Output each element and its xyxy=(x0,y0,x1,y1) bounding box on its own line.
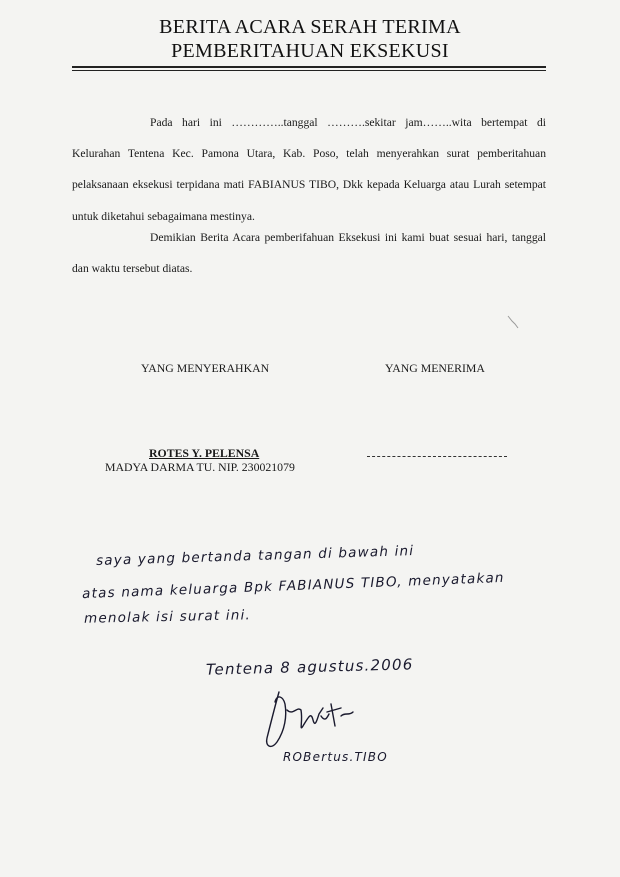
paper-mark xyxy=(506,314,520,330)
body-paragraph-2 xyxy=(72,222,546,284)
giver-label: YANG MENYERAHKAN xyxy=(141,361,270,375)
giver-title: MADYA DARMA TU. NIP. 230021079 xyxy=(105,460,295,474)
document-title-line2: PEMBERITAHUAN EKSEKUSI xyxy=(171,40,449,62)
giver-name: ROTES Y. PELENSA xyxy=(149,446,260,460)
paragraph-2-text: Demikian Berita Acara pemberifahuan Eksekusi ini kami buat sesuai hari, tanggal dan waktu tersebut diatas. xyxy=(72,231,546,276)
handwritten-line-1: saya yang bertanda tangan di bawah ini xyxy=(95,543,415,569)
title-underline-thin xyxy=(72,70,546,71)
document-title-line1: BERITA ACARA SERAH TERIMA xyxy=(159,16,461,38)
paragraph-1-text: Pada hari ini …………..tanggal ……….sekitar jam……..wita bertempat di Kelurahan Tentena Kec. Pamona Utara, Kab. Poso, telah menyerahkan surat pemberitahuan pelaksanaan eksekusi terpidana mati FABIANUS TIBO, Dkk kepada Keluarga atau Lurah setempat untuk diketahui sebagaimana mestinya. xyxy=(72,116,546,223)
handwritten-line-2: atas nama keluarga Bpk FABIANUS TIBO, menyatakan xyxy=(81,569,505,603)
handwritten-line-3: menolak isi surat ini. xyxy=(83,607,252,627)
title-underline-thick xyxy=(72,66,546,68)
handwritten-signer-name: ROBertus.TIBO xyxy=(283,750,388,764)
receiver-signature-line xyxy=(367,456,507,457)
handwritten-place-date: Tentena 8 agustus.2006 xyxy=(205,655,414,679)
handwritten-signature xyxy=(257,686,367,756)
receiver-label: YANG MENERIMA xyxy=(385,361,485,375)
body-paragraph-1 xyxy=(72,107,546,232)
